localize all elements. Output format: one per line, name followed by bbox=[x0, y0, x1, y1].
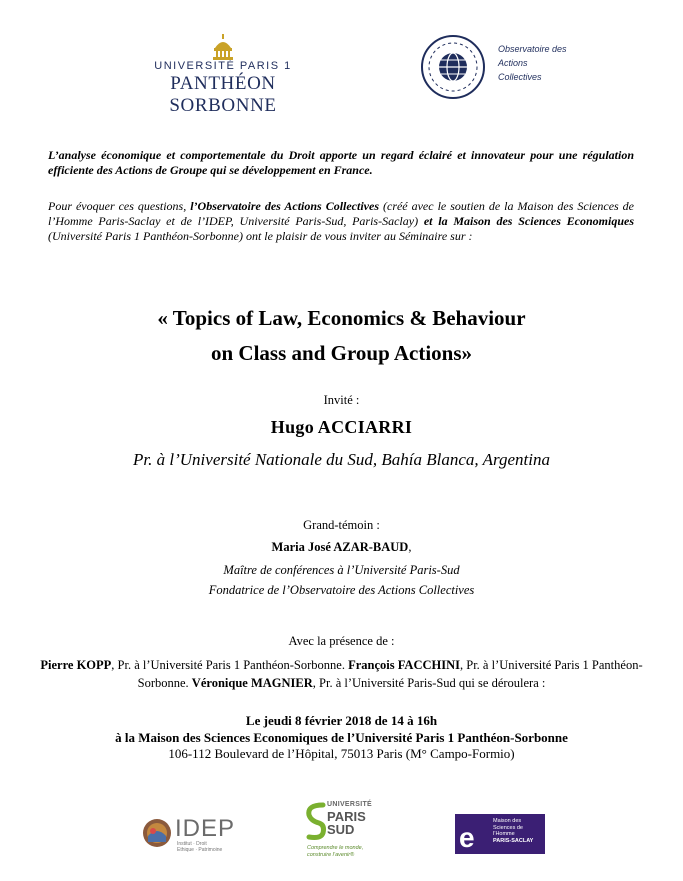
pantheon-sorbonne-logo bbox=[118, 34, 328, 116]
paris-sud-logo bbox=[303, 799, 383, 865]
msh-line-4: PARIS-SACLAY bbox=[493, 837, 534, 844]
idep-subtitle-1: Institut · Droit bbox=[177, 841, 207, 847]
paris-sud-tagline-2: construire l’avenir® bbox=[307, 852, 355, 858]
participant-name-1: Pierre KOPP bbox=[40, 658, 112, 672]
paris-sud-s-icon bbox=[305, 801, 327, 841]
presence-label: Avec la présence de : bbox=[288, 634, 395, 648]
invite-text-3: (Université Paris 1 Panthéon-Sorbonne) ont le plaisir de vous inviter au Séminaire sur : bbox=[48, 229, 473, 243]
university-name-small: UNIVERSITÉ PARIS 1 bbox=[154, 60, 292, 72]
invite-bold-observatoire: l’Observatoire des Actions Collectives bbox=[190, 199, 380, 213]
guest-affiliation: Pr. à l’Université Nationale du Sud, Bahía Blanca, Argentina bbox=[133, 450, 550, 469]
msh-paris-saclay-logo bbox=[455, 814, 545, 854]
msh-letter-e: e bbox=[459, 822, 475, 853]
seminar-title-line-2: on Class and Group Actions» bbox=[210, 341, 473, 365]
witness-label: Grand-témoin : bbox=[303, 518, 380, 532]
seminar-title-line-1: « Topics of Law, Economics & Behaviour bbox=[157, 306, 526, 330]
university-name-big: PANTHÉON SORBONNE bbox=[169, 73, 277, 116]
invite-bold-mse: et la Maison des Sciences Economiques bbox=[423, 214, 634, 228]
observatoire-line-1: Observatoire des bbox=[498, 44, 567, 54]
guest-name: Hugo ACCIARRI bbox=[270, 417, 413, 437]
participant-name-3: Véronique MAGNIER bbox=[191, 676, 313, 690]
pantheon-dome-icon bbox=[212, 34, 234, 60]
invite-text-1: Pour évoquer ces questions, bbox=[48, 199, 191, 213]
invite-text-2: (créé avec le soutien de la Maison des Sciences de l’Homme Paris-Saclay et de l’IDEP, Université Paris-Sud, Paris-Saclay) bbox=[48, 199, 635, 228]
idep-subtitle-2: Ethique · Patrimoine bbox=[177, 847, 223, 853]
witness-title-2: Fondatrice de l’Observatoire des Actions Collectives bbox=[208, 583, 475, 597]
idep-wordmark: IDEP bbox=[175, 815, 236, 842]
idep-emblem-icon bbox=[142, 818, 172, 848]
msh-line-3: l’Homme bbox=[493, 831, 515, 837]
guest-label: Invité : bbox=[323, 393, 360, 407]
paris-sud-word-1: UNIVERSITÉ bbox=[327, 801, 373, 808]
participant-title-3: , Pr. à l’Université Paris-Sud qui se déroulera : bbox=[312, 676, 546, 690]
msh-line-2: Sciences de bbox=[493, 824, 523, 831]
msh-line-1: Maison des bbox=[493, 818, 522, 824]
intro-paragraph: L’analyse économique et comportementale du Droit apporte un regard éclairé et innovateur pour une régulation efficiente des Actions de Groupe qui se développement en France. bbox=[48, 148, 634, 177]
paris-sud-tagline-1: Comprendre le monde, bbox=[307, 845, 364, 851]
observatoire-line-3: Collectives bbox=[498, 72, 542, 82]
event-date: Le jeudi 8 février 2018 de 14 à 16h bbox=[245, 713, 438, 728]
paris-sud-word-2: PARIS bbox=[327, 809, 366, 824]
observatoire-logo bbox=[420, 34, 580, 104]
event-address: 106-112 Boulevard de l’Hôpital, 75013 Paris (M° Campo-Formio) bbox=[168, 746, 515, 761]
observatoire-line-2: Actions bbox=[498, 58, 528, 68]
participant-name-2: François FACCHINI bbox=[348, 658, 460, 672]
witness-name-line bbox=[0, 540, 683, 555]
presence-paragraph bbox=[40, 656, 643, 692]
participant-title-1: , Pr. à l’Université Paris 1 Panthéon-Sorbonne. bbox=[111, 658, 349, 672]
participant-title-2: , Pr. à l’Université Paris 1 Panthéon-Sorbonne. bbox=[137, 658, 643, 690]
idep-logo bbox=[141, 815, 239, 855]
invitation-paragraph bbox=[48, 199, 634, 244]
witness-name-suffix: , bbox=[408, 540, 412, 554]
paris-sud-word-3: SUD bbox=[327, 822, 355, 837]
witness-name: Maria José AZAR-BAUD bbox=[271, 540, 409, 554]
event-venue: à la Maison des Sciences Economiques de l’Université Paris 1 Panthéon-Sorbonne bbox=[115, 730, 568, 745]
witness-title-1: Maître de conférences à l’Université Paris-Sud bbox=[223, 563, 460, 577]
globe-people-icon bbox=[420, 34, 486, 100]
